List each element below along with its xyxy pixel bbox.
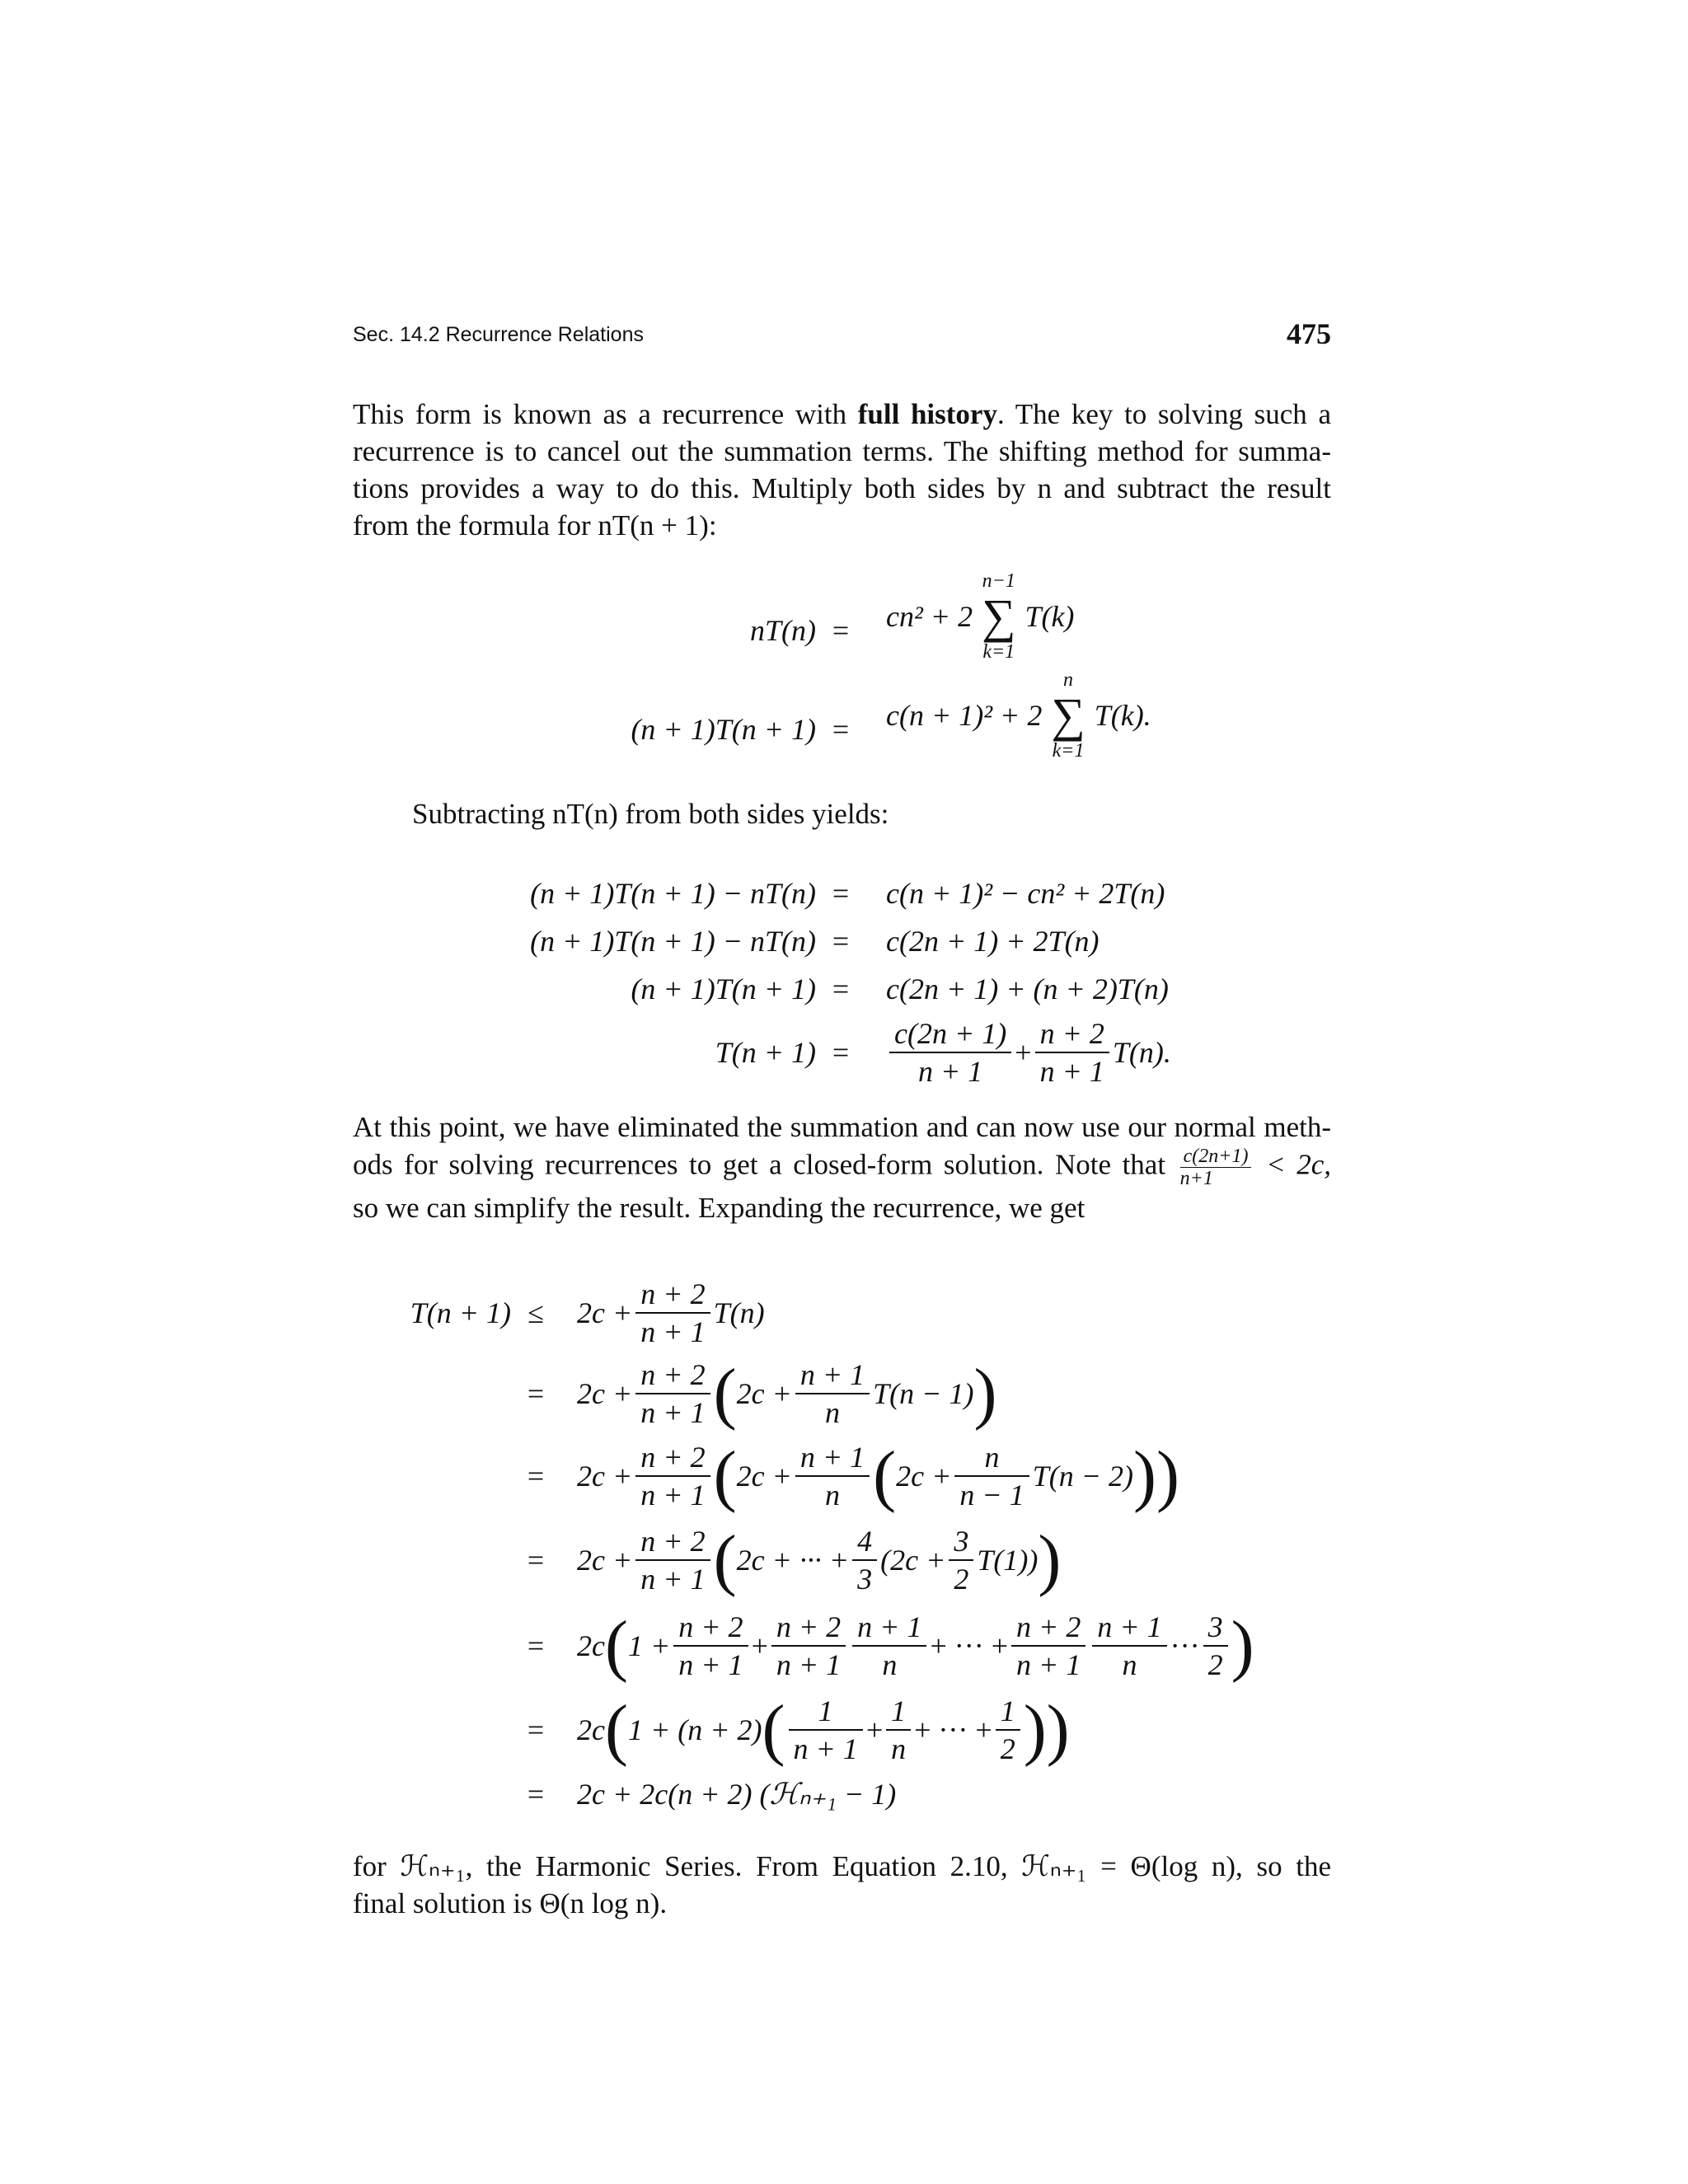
eq2-rhs-column: c(n + 1)² − cn² + 2T(n) c(2n + 1) + 2T(n) c(2n + 1) + (n + 2)T(n) $\frac{c(2n + 1)}{n + 1}$ + $\frac{n + 2}{n + 1}$ T(n). — [886, 869, 1171, 1092]
paragraph-line: This form is known as a recurrence with full history. The key to solving such a — [353, 398, 1331, 430]
eq1-row1-lhs: nT(n) — [750, 614, 816, 647]
inline-fraction: $\frac{c(2n+1)}{n+1}$ — [1180, 1146, 1252, 1189]
paragraph-line: from the formula for nT(n + 1): — [353, 509, 717, 541]
eq1-row2-equals: = — [832, 713, 850, 746]
harmonic-paragraph — [353, 1848, 1331, 1922]
fraction: $\frac{n + 1}{n}$ — [795, 1439, 870, 1513]
fraction: $\frac{n + 2}{n + 1}$ — [635, 1439, 710, 1513]
eq2-last-rhs: $\frac{c(2n + 1)}{n + 1}$ + $\frac{n + 2}{n + 1}$ T(n). — [886, 1013, 1171, 1092]
fraction: $\frac{3}{2}$ — [1203, 1609, 1228, 1683]
fraction: $\frac{n + 1}{n}$ — [795, 1357, 870, 1431]
eq3-row: 2c + 2c(n + 2) (ℋₙ₊₁ − 1) — [577, 1778, 897, 1811]
eq3-row: 2c ( 1 + $\frac{n + 2}{n + 1}$ + $\frac{n + 2}{n + 1}$ $\frac{n + 1}{n}$ + ··· + $\frac{n + 2}{n + 1}$ $\frac{n + 1}{n}$ ··· $\frac{3}{2}$ ) — [577, 1607, 1254, 1684]
paragraph-line: for ℋₙ₊₁, the Harmonic Series. From Equation 2.10, ℋₙ₊₁ = Θ(log n), so the — [353, 1850, 1331, 1882]
fraction: $\frac{n + 2}{n + 1}$ — [673, 1609, 748, 1683]
page-number: 475 — [1287, 317, 1331, 350]
eq3-row: 2c + $\frac{n + 2}{n + 1}$ ( 2c + $\frac{n + 1}{n}$ T(n − 1) ) — [577, 1355, 997, 1432]
paragraph-line: final solution is Θ(n log n). — [353, 1887, 668, 1919]
paragraph-line: so we can simplify the result. Expanding the recurrence, we get — [353, 1192, 1085, 1224]
eq3-row: 2c + $\frac{n + 2}{n + 1}$ ( 2c + $\frac{n + 1}{n}$ ( 2c + $\frac{n}{n - 1}$ T(n − 2) )) — [577, 1437, 1179, 1514]
paragraph-line: tions provides a way to do this. Multiply both sides by n and subtract the result — [353, 472, 1331, 504]
fraction: $\frac{n + 2}{n + 1}$ — [635, 1357, 710, 1431]
paragraph-line: ods for solving recurrences to get a closed-form solution. Note that $\frac{c(2n+1)}{n+1}$ < 2c, — [353, 1146, 1331, 1189]
eq1-row1-rhs: cn² + 2 n−1 ∑ k=1 T(k) — [886, 570, 1075, 663]
fraction: $\frac{1}{n}$ — [886, 1693, 911, 1767]
eq3-rhs-column — [577, 1273, 1254, 1817]
fraction: $\frac{n + 1}{n}$ — [1092, 1609, 1166, 1683]
summation-symbol: n−1 ∑ k=1 — [982, 570, 1016, 663]
eq2-lhs-column: (n + 1)T(n + 1) − nT(n) (n + 1)T(n + 1) − nT(n) (n + 1)T(n + 1) T(n + 1) — [530, 877, 816, 1069]
fraction: $\frac{n + 1}{n}$ — [852, 1609, 926, 1683]
closed-form-paragraph — [353, 1108, 1331, 1226]
summation-symbol: n ∑ k=1 — [1051, 669, 1085, 762]
fraction: $\frac{n + 2}{n + 1}$ — [1035, 1015, 1109, 1090]
intro-paragraph — [353, 396, 1331, 544]
eq3-row: 2c ( 1 + (n + 2) ( $\frac{1}{n + 1}$ + $\frac{1}{n}$ + ··· + $\frac{1}{2}$ )) — [577, 1691, 1070, 1768]
fraction: $\frac{n}{n - 1}$ — [954, 1439, 1029, 1513]
fraction: $\frac{1}{2}$ — [996, 1693, 1020, 1767]
eq1-row2-lhs: (n + 1)T(n + 1) — [631, 713, 816, 746]
eq1-row1-equals: = — [832, 614, 850, 647]
fraction: $\frac{c(2n + 1)}{n + 1}$ — [889, 1015, 1011, 1090]
fraction: $\frac{3}{2}$ — [949, 1523, 973, 1597]
fraction: $\frac{1}{n + 1}$ — [789, 1693, 863, 1767]
fraction: $\frac{n + 2}{n + 1}$ — [1011, 1609, 1085, 1683]
paragraph-line: At this point, we have eliminated the summation and can now use our normal meth- — [353, 1111, 1331, 1143]
eq2-equals-column: = = = = — [832, 877, 850, 1069]
bold-term: full history — [857, 398, 997, 430]
fraction: $\frac{n + 2}{n + 1}$ — [771, 1609, 846, 1683]
paragraph-line: recurrence is to cancel out the summation terms. The shifting method for summa- — [353, 435, 1331, 467]
eq3-row: 2c + $\frac{n + 2}{n + 1}$ ( 2c + ··· + $\frac{4}{3}$ (2c + $\frac{3}{2}$ T(1)) ) — [577, 1521, 1062, 1598]
fraction: $\frac{n + 2}{n + 1}$ — [635, 1276, 710, 1350]
section-header: Sec. 14.2 Recurrence Relations — [353, 323, 644, 346]
eq3-row: 2c + $\frac{n + 2}{n + 1}$ T(n) — [577, 1277, 765, 1348]
eq3-relations-column: ≤ = = = = = = — [527, 1296, 545, 1811]
subtracting-text: Subtracting nT(n) from both sides yields: — [412, 798, 889, 830]
fraction: $\frac{n + 2}{n + 1}$ — [635, 1523, 710, 1597]
eq1-row2-rhs: c(n + 1)² + 2 n ∑ k=1 T(k). — [886, 669, 1151, 762]
fraction: $\frac{4}{3}$ — [852, 1523, 877, 1597]
eq3-lhs: T(n + 1) — [410, 1296, 511, 1329]
